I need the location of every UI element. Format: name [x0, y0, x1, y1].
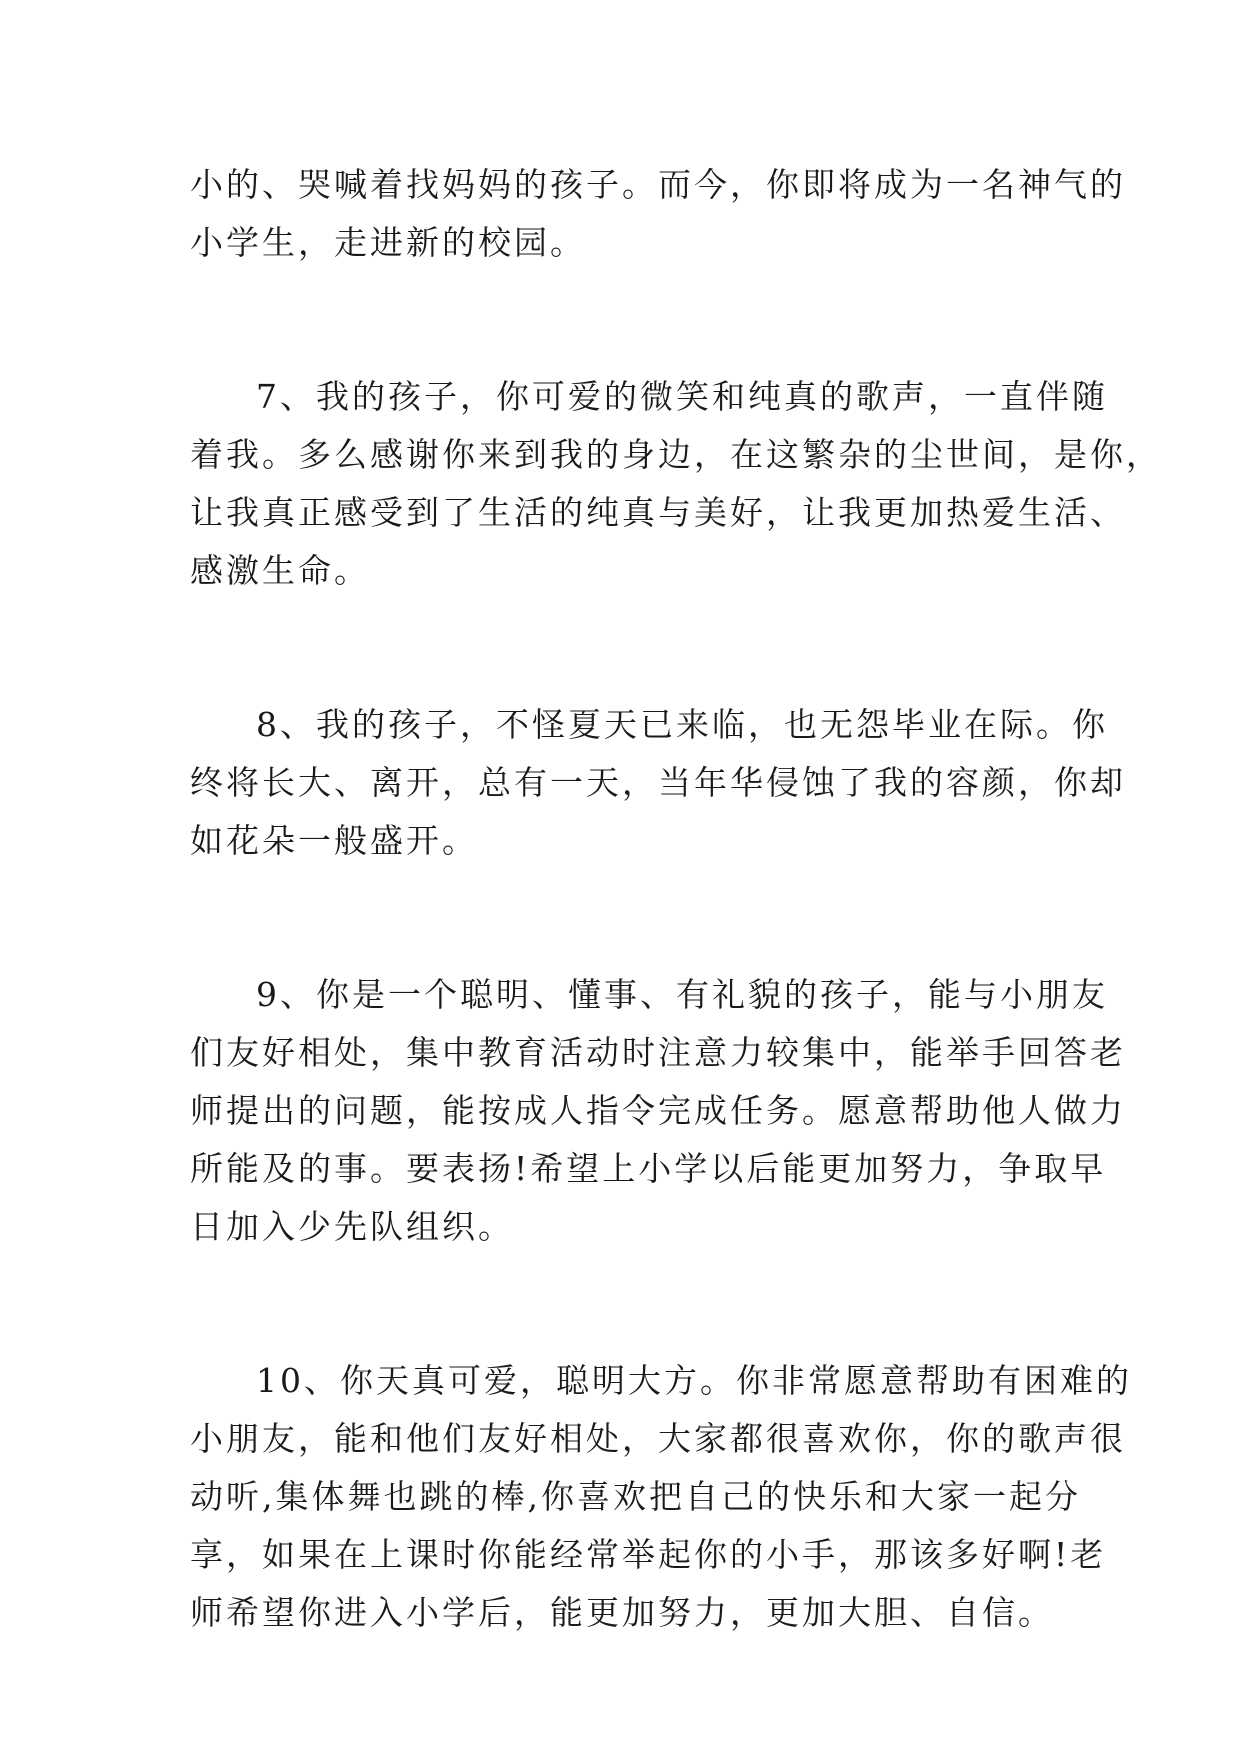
text-line: 所能及的事。要表扬!希望上小学以后能更加努力，争取早 [190, 1149, 1107, 1188]
text-line: 小学生，走进新的校园。 [190, 223, 586, 262]
text-line: 小的、哭喊着找妈妈的孩子。而今，你即将成为一名神气的 [190, 165, 1126, 204]
paragraph-item-9 [190, 966, 1126, 1256]
text-line: 8、我的孩子，不怪夏天已来临，也无怨毕业在际。你 [256, 705, 1108, 744]
text-line: 师希望你进入小学后，能更加努力，更加大胆、自信。 [190, 1593, 1054, 1632]
text-line: 师提出的问题，能按成人指令完成任务。愿意帮助他人做力 [190, 1091, 1126, 1130]
text-line: 们友好相处，集中教育活动时注意力较集中，能举手回答老 [190, 1033, 1126, 1072]
text-line: 让我真正感受到了生活的纯真与美好，让我更加热爱生活、 [190, 493, 1126, 532]
text-line: 如花朵一般盛开。 [190, 821, 478, 860]
paragraph-item-7 [190, 368, 1162, 600]
text-line: 10、你天真可爱，聪明大方。你非常愿意帮助有困难的 [256, 1361, 1132, 1400]
text-line: 9、你是一个聪明、懂事、有礼貌的孩子，能与小朋友 [256, 975, 1108, 1014]
paragraph-continuation [190, 156, 1126, 272]
paragraph-item-8 [190, 696, 1126, 870]
text-line: 小朋友，能和他们友好相处，大家都很喜欢你，你的歌声很 [190, 1419, 1126, 1458]
text-line: 享，如果在上课时你能经常举起你的小手，那该多好啊!老 [190, 1535, 1107, 1574]
text-line: 动听,集体舞也跳的棒,你喜欢把自己的快乐和大家一起分 [190, 1477, 1081, 1516]
text-line: 日加入少先队组织。 [190, 1207, 514, 1246]
text-line: 着我。多么感谢你来到我的身边，在这繁杂的尘世间，是你， [190, 435, 1162, 474]
paragraph-item-10 [190, 1352, 1132, 1642]
text-line: 感激生命。 [190, 551, 370, 590]
body-text [190, 156, 1162, 1738]
text-line: 终将长大、离开，总有一天，当年华侵蚀了我的容颜，你却 [190, 763, 1126, 802]
text-line: 7、我的孩子，你可爱的微笑和纯真的歌声，一直伴随 [256, 377, 1108, 416]
